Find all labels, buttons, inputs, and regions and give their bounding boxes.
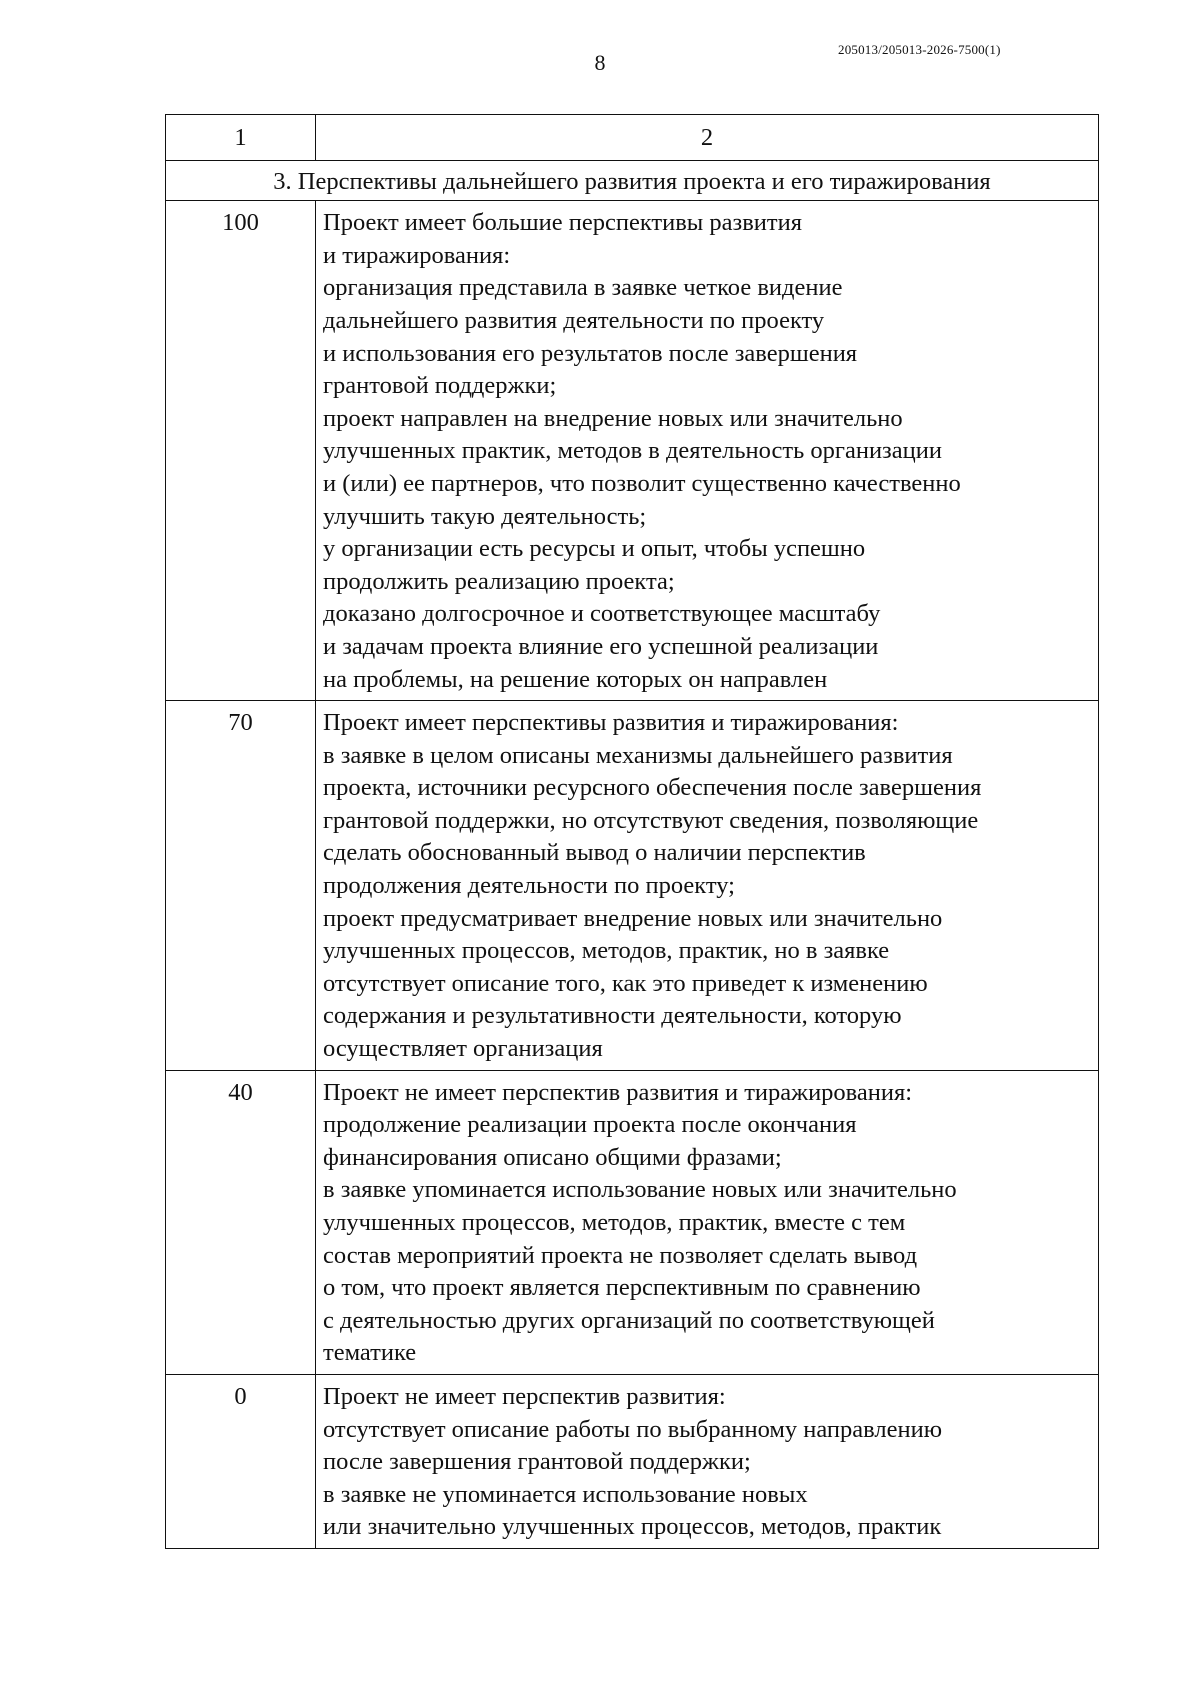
description-line: продолжения деятельности по проекту; (323, 872, 735, 900)
criteria-row (166, 701, 1099, 1071)
column-header-1: 1 (166, 115, 316, 161)
description-line: продолжить реализацию проекта; (323, 567, 675, 595)
description-line: или значительно улучшенных процессов, методов, практик (323, 1513, 942, 1541)
score-cell: 0 (166, 1374, 316, 1548)
column-header-2: 2 (316, 115, 1099, 161)
description-line: о том, что проект является перспективным по сравнению (323, 1274, 921, 1302)
description-line: организация представила в заявке четкое видение (323, 274, 843, 302)
criteria-row (166, 1374, 1099, 1548)
description-line: в заявке в целом описаны механизмы дальнейшего развития (323, 741, 953, 769)
description-line: проекта, источники ресурсного обеспечения после завершения (323, 774, 982, 802)
description-line: с деятельностью других организаций по соответствующей (323, 1306, 935, 1334)
score-cell: 100 (166, 201, 316, 701)
document-code: 205013/205013-2026-7500(1) (838, 42, 1001, 57)
description-line: отсутствует описание того, как это приведет к изменению (323, 969, 928, 997)
description-cell (316, 1374, 1099, 1548)
description-line: в заявке упоминается использование новых или значительно (323, 1176, 957, 1204)
criteria-row (166, 1070, 1099, 1374)
page-number: 8 (594, 50, 606, 75)
description-line: содержания и результативности деятельности, которую (323, 1002, 902, 1030)
description-cell (316, 1070, 1099, 1374)
description-line: грантовой поддержки, но отсутствуют сведения, позволяющие (323, 806, 979, 834)
description-line: улучшить такую деятельность; (323, 502, 647, 530)
description-line: продолжение реализации проекта после окончания (323, 1111, 857, 1139)
section-title: 3. Перспективы дальнейшего развития проекта и его тиражирования (166, 160, 1099, 201)
criteria-table (165, 114, 1099, 1549)
description-line: доказано долгосрочное и соответствующее масштабу (323, 600, 881, 628)
description-line: Проект имеет большие перспективы развития (323, 209, 802, 237)
description-line: в заявке не упоминается использование новых (323, 1480, 808, 1508)
description-line: состав мероприятий проекта не позволяет сделать вывод (323, 1241, 918, 1269)
criteria-row (166, 201, 1099, 701)
description-line: проект предусматривает внедрение новых или значительно (323, 904, 943, 932)
column-header-row (166, 115, 1099, 161)
description-line: улучшенных процессов, методов, практик, но в заявке (323, 937, 890, 965)
description-line: Проект не имеет перспектив развития и тиражирования: (323, 1078, 913, 1106)
criteria-table-body (166, 115, 1099, 1549)
description-line: проект направлен на внедрение новых или значительно (323, 404, 903, 432)
description-line: отсутствует описание работы по выбранному направлению (323, 1415, 942, 1443)
description-line: финансирования описано общими фразами; (323, 1143, 782, 1171)
description-line: грантовой поддержки; (323, 372, 557, 400)
description-line: и тиражирования: (323, 241, 511, 269)
description-line: осуществляет организация (323, 1035, 603, 1063)
description-line: тематике (323, 1339, 417, 1367)
description-line: улучшенных практик, методов в деятельность организации (323, 437, 942, 465)
description-line: у организации есть ресурсы и опыт, чтобы успешно (323, 535, 866, 563)
description-line: и задачам проекта влияние его успешной реализации (323, 632, 879, 660)
description-line: после завершения грантовой поддержки; (323, 1448, 751, 1476)
description-line: и использования его результатов после завершения (323, 339, 858, 367)
description-cell (316, 701, 1099, 1071)
score-cell: 40 (166, 1070, 316, 1374)
description-cell (316, 201, 1099, 701)
description-line: дальнейшего развития деятельности по проекту (323, 306, 825, 334)
description-line: Проект не имеет перспектив развития: (323, 1382, 726, 1410)
description-line: Проект имеет перспективы развития и тиражирования: (323, 709, 899, 737)
description-line: сделать обоснованный вывод о наличии перспектив (323, 839, 866, 867)
section-title-row (166, 160, 1099, 201)
description-line: на проблемы, на решение которых он направлен (323, 665, 828, 693)
description-line: улучшенных процессов, методов, практик, вместе с тем (323, 1209, 906, 1236)
description-line: и (или) ее партнеров, что позволит существенно качественно (323, 469, 961, 497)
score-cell: 70 (166, 701, 316, 1071)
